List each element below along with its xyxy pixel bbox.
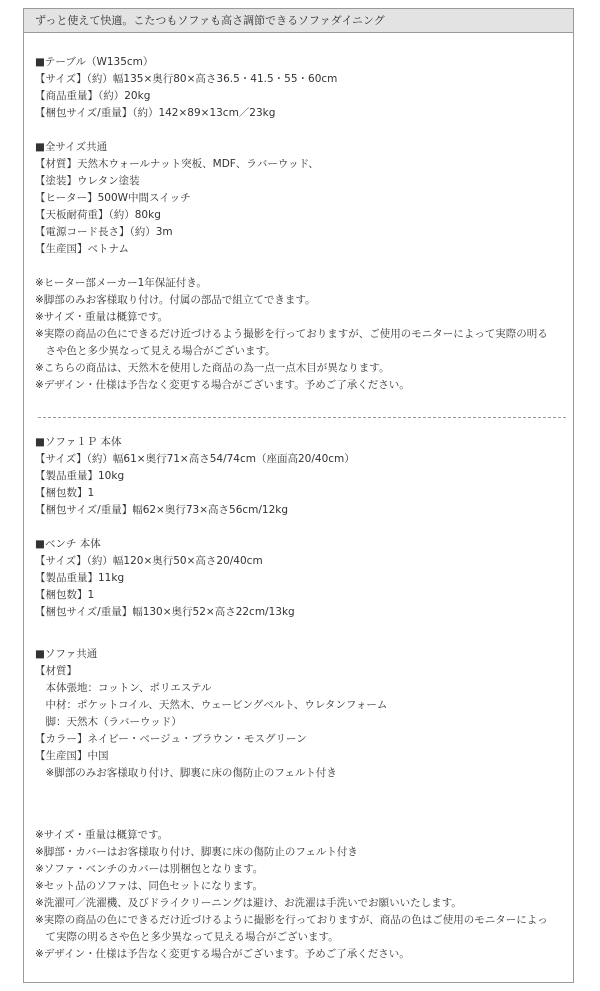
spec-line: ※脚部・カバーはお客様取り付け、脚裏に床の傷防止のフェルト付き xyxy=(35,846,358,858)
panel-title: ずっと使えて快適。こたつもソファも高さ調節できるソファダイニング xyxy=(35,14,385,27)
spec-line: 【サイズ】（約）幅61×奥行71×高さ54/74cm（座面高20/40cm） xyxy=(35,453,355,465)
spec-line: 【梱包サイズ/重量】幅62×奥行73×高さ56cm/12kg xyxy=(35,504,289,516)
spec-line: 【塗装】ウレタン塗装 xyxy=(35,175,140,187)
spec-line: 【梱包サイズ/重量】（約）142×89×13cm／23kg xyxy=(35,107,276,119)
spec-line: 【材質】天然木ウォールナット突板、MDF、ラバーウッド、 xyxy=(35,158,319,170)
spec-line: 【サイズ】（約）幅120×奥行50×高さ20/40cm xyxy=(35,555,263,567)
spec-line: ■ソファ共通 xyxy=(35,648,98,660)
spec-line: ※実際の商品の色にできるだけ近づけるように撮影を行っておりますが、商品の色はご使用のモニターによっ xyxy=(35,914,548,926)
spec-line: 【生産国】中国 xyxy=(35,750,109,762)
spec-line: ※サイズ・重量は概算です。 xyxy=(35,311,169,323)
spec-line: 【ヒーター】500W中間スイッチ xyxy=(35,192,191,204)
panel-header xyxy=(24,9,573,33)
spec-line: ※セット品のソファは、同色セットになります。 xyxy=(35,880,264,892)
spec-line: 本体張地：コットン、ポリエステル xyxy=(35,682,212,694)
spec-line: ■ベンチ 本体 xyxy=(35,538,101,550)
spec-line: て実際の明るさや色と多少異なって見える場合がございます。 xyxy=(35,931,339,943)
spec-line: 【商品重量】（約）20kg xyxy=(35,90,151,102)
spec-line: 【梱包サイズ/重量】幅130×奥行52×高さ22cm/13kg xyxy=(35,606,295,618)
spec-line: 【製品重量】11kg xyxy=(35,572,125,584)
spec-line: 【材質】 xyxy=(35,665,77,677)
section-divider xyxy=(38,417,566,418)
spec-line: ※脚部のみお客様取り付け。付属の部品で組立てできます。 xyxy=(35,294,316,306)
spec-line: ■ソファ１Ｐ 本体 xyxy=(35,436,122,448)
spec-line: 【製品重量】10kg xyxy=(35,470,125,482)
spec-line: ■テーブル（W135cm） xyxy=(35,56,154,68)
spec-line: ※実際の商品の色にできるだけ近づけるよう撮影を行っておりますが、ご使用のモニターによって実際の明る xyxy=(35,328,548,340)
spec-line: ※ヒーター部メーカー1年保証付き。 xyxy=(35,277,207,289)
spec-line: 【梱包数】1 xyxy=(35,487,95,499)
spec-line: ■全サイズ共通 xyxy=(35,141,108,153)
spec-line: 【電源コード長さ】（約）3m xyxy=(35,226,173,238)
spec-line: ※こちらの商品は、天然木を使用した商品の為一点一点木目が異なります。 xyxy=(35,362,390,374)
spec-line: 【生産国】ベトナム xyxy=(35,243,129,255)
spec-line: さや色と多少異なって見える場合がございます。 xyxy=(35,345,276,357)
spec-line: 【サイズ】（約）幅135×奥行80×高さ36.5・41.5・55・60cm xyxy=(35,73,338,85)
spec-line: ※デザイン・仕様は予告なく変更する場合がございます。予めご了承ください。 xyxy=(35,379,410,391)
spec-line: 脚：天然木（ラバーウッド） xyxy=(35,716,182,728)
spec-line: ※サイズ・重量は概算です。 xyxy=(35,829,169,841)
spec-line: 【天板耐荷重】（約）80kg xyxy=(35,209,161,221)
spec-line: ※洗濯可／洗濯機、及びドライクリーニングは避け、お洗濯は手洗いでお願いいたします。 xyxy=(35,897,462,909)
spec-panel xyxy=(23,8,574,983)
spec-line: 【カラー】ネイビー・ベージュ・ブラウン・モスグリーン xyxy=(35,733,307,745)
spec-line: 【梱包数】1 xyxy=(35,589,95,601)
spec-line: 中材：ポケットコイル、天然木、ウェービングベルト、ウレタンフォーム xyxy=(35,699,388,711)
spec-line: ※ソファ・ベンチのカバーは別梱包となります。 xyxy=(35,863,264,875)
spec-line: ※脚部のみお客様取り付け、脚裏に床の傷防止のフェルト付き xyxy=(35,767,337,779)
spec-line: ※デザイン・仕様は予告なく変更する場合がございます。予めご了承ください。 xyxy=(35,948,410,960)
